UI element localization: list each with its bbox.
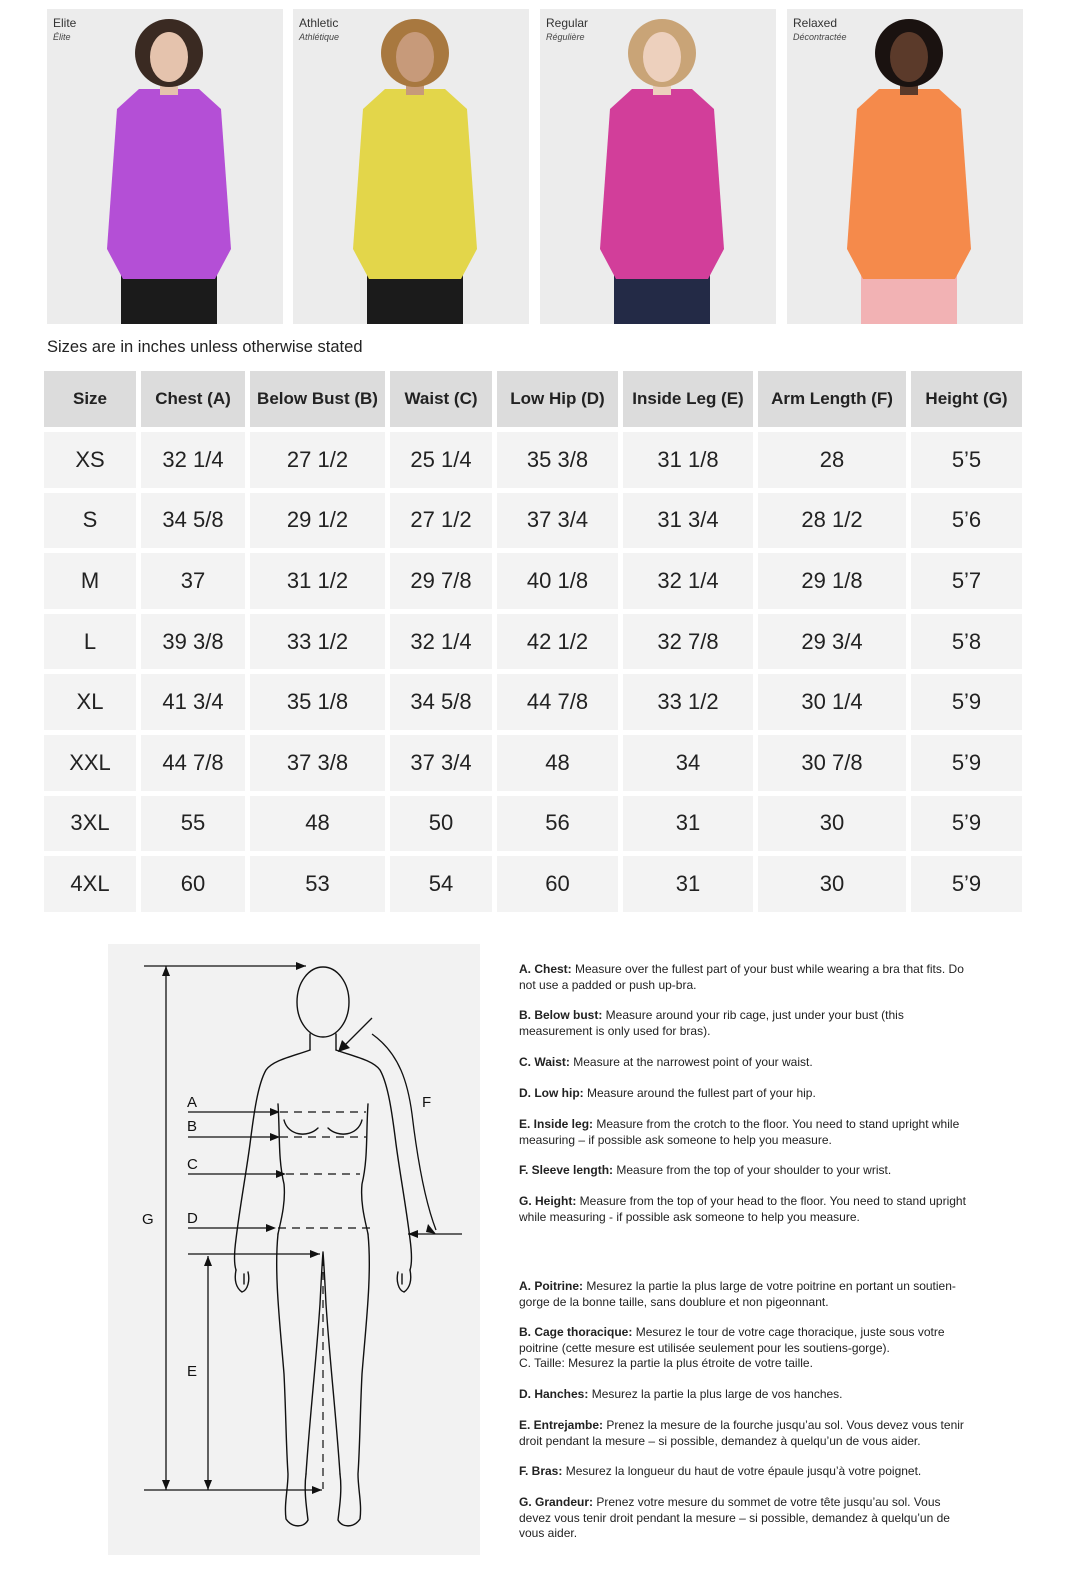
model-top — [107, 89, 231, 279]
measurement-cell: 30 — [758, 856, 906, 912]
measurement-cell: 60 — [141, 856, 245, 912]
measurement-cell: 35 3/8 — [497, 432, 618, 488]
measurement-cell: 34 5/8 — [390, 674, 492, 730]
measurement-cell: 55 — [141, 796, 245, 852]
measurement-cell: 37 3/8 — [250, 735, 385, 791]
table-row — [44, 493, 1022, 549]
measurement-cell: 33 1/2 — [623, 674, 753, 730]
measurement-cell: 28 — [758, 432, 906, 488]
measurement-cell: 32 1/4 — [141, 432, 245, 488]
measurement-cell: 60 — [497, 856, 618, 912]
instruction-inside-leg: E. Inside leg: Measure from the crotch to the floor. You need to stand upright while measuring – if possible ask someone to help you measure. — [519, 1117, 960, 1147]
model-top — [600, 89, 724, 279]
label-a: A — [187, 1094, 198, 1111]
measurement-cell: 50 — [390, 796, 492, 852]
fit-name-fr: Élite — [53, 32, 71, 42]
measurement-cell: 48 — [250, 796, 385, 852]
measurement-cell: 5’5 — [911, 432, 1022, 488]
measurement-cell: 5’9 — [911, 674, 1022, 730]
fit-card-regular — [540, 9, 776, 324]
units-note: Sizes are in inches unless otherwise stated — [47, 338, 363, 356]
measurement-cell: 31 1/8 — [623, 432, 753, 488]
measurement-cell: 35 1/8 — [250, 674, 385, 730]
instruction-height: G. Height: Measure from the top of your head to the floor. You need to stand upright while measuring - if possible ask someone to help you measure. — [519, 1194, 966, 1224]
fit-card-athletic — [293, 9, 529, 324]
size-cell: XS — [44, 432, 136, 488]
model-photo-athletic — [293, 9, 529, 324]
label-d: D — [187, 1210, 198, 1227]
measurement-cell: 37 — [141, 553, 245, 609]
measurement-cell: 28 1/2 — [758, 493, 906, 549]
size-cell: 4XL — [44, 856, 136, 912]
instruction-bras: F. Bras: Mesurez la longueur du haut de votre épaule jusqu’à votre poignet. — [519, 1464, 922, 1478]
measurement-cell: 54 — [390, 856, 492, 912]
measurement-cell: 29 1/8 — [758, 553, 906, 609]
label-b: B — [187, 1118, 198, 1135]
measurement-cell: 29 3/4 — [758, 614, 906, 670]
table-row — [44, 432, 1022, 488]
fit-name-fr: Athlétique — [299, 32, 340, 42]
measurement-cell: 31 — [623, 796, 753, 852]
measurement-cell: 25 1/4 — [390, 432, 492, 488]
measurement-cell: 33 1/2 — [250, 614, 385, 670]
measurement-cell: 32 1/4 — [623, 553, 753, 609]
measurement-cell: 30 — [758, 796, 906, 852]
model-face — [643, 32, 681, 82]
measurement-cell: 31 1/2 — [250, 553, 385, 609]
measurement-cell: 27 1/2 — [250, 432, 385, 488]
model-top — [847, 89, 971, 279]
header-waist: Waist (C) — [390, 371, 492, 427]
fit-name: Regular — [546, 16, 589, 30]
measurement-cell: 31 3/4 — [623, 493, 753, 549]
fit-name: Elite — [53, 16, 77, 30]
measurement-cell: 5’9 — [911, 856, 1022, 912]
label-g: G — [142, 1211, 154, 1228]
measurement-cell: 39 3/8 — [141, 614, 245, 670]
table-row — [44, 856, 1022, 912]
model-photo-elite — [47, 9, 283, 324]
instruction-sleeve-length: F. Sleeve length: Measure from the top of your shoulder to your wrist. — [519, 1163, 892, 1177]
label-e: E — [187, 1363, 198, 1380]
measurement-cell: 32 7/8 — [623, 614, 753, 670]
label-c: C — [187, 1156, 198, 1173]
measurement-cell: 37 3/4 — [390, 735, 492, 791]
table-row — [44, 553, 1022, 609]
header-below-bust: Below Bust (B) — [250, 371, 385, 427]
model-photo-relaxed — [787, 9, 1023, 324]
measurement-cell: 31 — [623, 856, 753, 912]
table-row — [44, 796, 1022, 852]
measurement-cell: 37 3/4 — [497, 493, 618, 549]
measurement-cell: 53 — [250, 856, 385, 912]
header-height: Height (G) — [911, 371, 1022, 427]
table-row — [44, 674, 1022, 730]
fit-name-fr: Régulière — [546, 32, 585, 42]
measurement-cell: 30 1/4 — [758, 674, 906, 730]
measurement-cell: 5’6 — [911, 493, 1022, 549]
measurement-cell: 5’9 — [911, 796, 1022, 852]
fit-name-fr: Décontractée — [793, 32, 847, 42]
table-row — [44, 614, 1022, 670]
size-cell: XXL — [44, 735, 136, 791]
size-chart-table — [39, 366, 1027, 917]
header-chest: Chest (A) — [141, 371, 245, 427]
instruction-poitrine: A. Poitrine: Mesurez la partie la plus large de votre poitrine en portant un soutien-gorge de la bonne taille, sans doublure et non pigeonnant. — [519, 1279, 956, 1309]
instruction-hanches: D. Hanches: Mesurez la partie la plus large de vos hanches. — [519, 1387, 843, 1401]
header-size: Size — [44, 371, 136, 427]
measurement-cell: 40 1/8 — [497, 553, 618, 609]
label-f: F — [422, 1094, 432, 1111]
instruction-grandeur: G. Grandeur: Prenez votre mesure du sommet de votre tête jusqu’au sol. Vous devez vous tenir droit pendant la mesure – si possible, demandez à quelqu’un de vous aider. — [519, 1495, 950, 1540]
model-face — [150, 32, 188, 82]
instruction-waist: C. Waist: Measure at the narrowest point of your waist. — [519, 1055, 813, 1069]
measurement-cell: 44 7/8 — [141, 735, 245, 791]
measurement-cell: 5’9 — [911, 735, 1022, 791]
measurement-cell: 5’8 — [911, 614, 1022, 670]
model-photo-regular — [540, 9, 776, 324]
size-cell: S — [44, 493, 136, 549]
instruction-below-bust: B. Below bust: Measure around your rib cage, just under your bust (this measurement is only used for bras). — [519, 1008, 904, 1038]
measurement-cell: 34 — [623, 735, 753, 791]
instruction-low-hip: D. Low hip: Measure around the fullest part of your hip. — [519, 1086, 816, 1100]
measurement-cell: 32 1/4 — [390, 614, 492, 670]
measurement-cell: 56 — [497, 796, 618, 852]
instruction-cage-thoracique: B. Cage thoracique: Mesurez le tour de votre cage thoracique, juste sous votre poitrine (cette mesure est utilisée seulement pour les soutiens-gorge). C. Taille: Mesurez la partie la plus étroite de votre taille. — [519, 1325, 945, 1370]
model-face — [890, 32, 928, 82]
fit-card-elite — [47, 9, 283, 324]
table-header-row — [44, 371, 1022, 427]
header-low-hip: Low Hip (D) — [497, 371, 618, 427]
size-cell: XL — [44, 674, 136, 730]
size-cell: M — [44, 553, 136, 609]
measurement-cell: 29 1/2 — [250, 493, 385, 549]
fit-gallery — [47, 9, 1023, 324]
table-row — [44, 735, 1022, 791]
size-cell: 3XL — [44, 796, 136, 852]
measurement-cell: 30 7/8 — [758, 735, 906, 791]
measurement-cell: 41 3/4 — [141, 674, 245, 730]
model-face — [396, 32, 434, 82]
fit-name: Relaxed — [793, 16, 838, 30]
measurement-diagram — [108, 944, 480, 1555]
model-top — [353, 89, 477, 279]
size-cell: L — [44, 614, 136, 670]
measurement-cell: 29 7/8 — [390, 553, 492, 609]
fit-name: Athletic — [299, 16, 339, 30]
measurement-cell: 27 1/2 — [390, 493, 492, 549]
measurement-cell: 34 5/8 — [141, 493, 245, 549]
header-arm-length: Arm Length (F) — [758, 371, 906, 427]
instruction-chest: A. Chest: Measure over the fullest part of your bust while wearing a bra that fits. Do not use a padded or push up-bra. — [519, 962, 964, 992]
header-inside-leg: Inside Leg (E) — [623, 371, 753, 427]
measurement-cell: 5’7 — [911, 553, 1022, 609]
measurement-cell: 42 1/2 — [497, 614, 618, 670]
fit-card-relaxed — [787, 9, 1023, 324]
instruction-entrejambe: E. Entrejambe: Prenez la mesure de la fourche jusqu’au sol. Vous devez vous tenir droit pendant la mesure – si possible, demandez à quelqu’un de vous aider. — [519, 1418, 964, 1448]
body-outline-figure — [108, 944, 480, 1555]
measurement-cell: 44 7/8 — [497, 674, 618, 730]
measurement-cell: 48 — [497, 735, 618, 791]
